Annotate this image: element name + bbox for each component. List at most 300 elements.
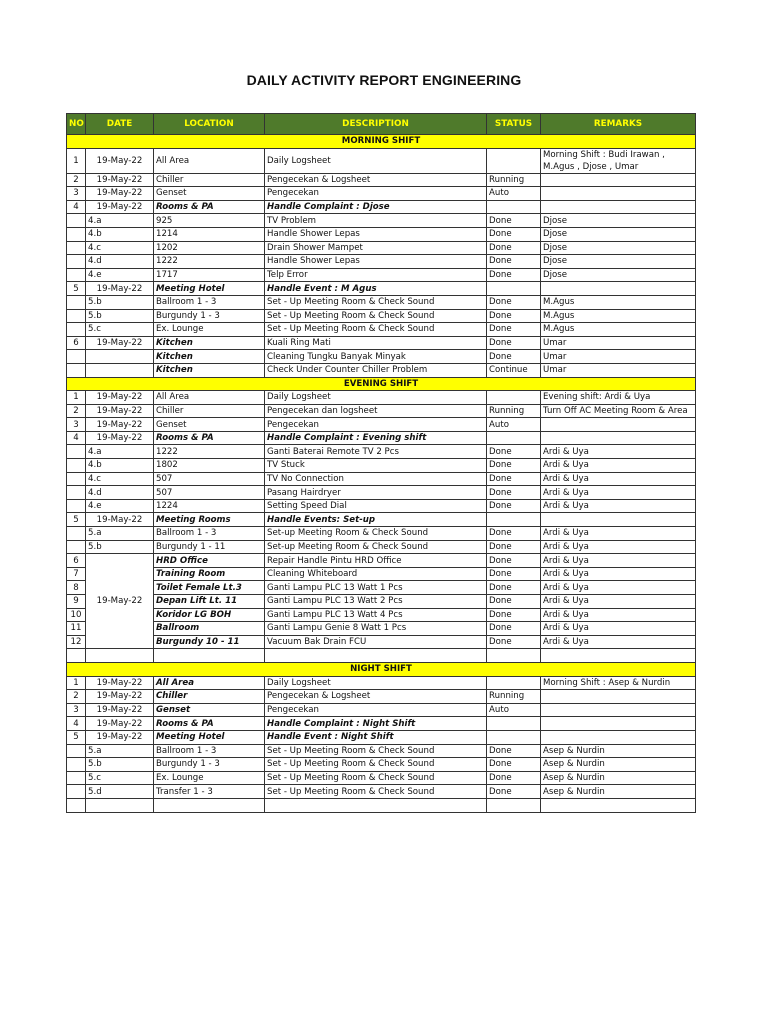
table-row xyxy=(67,540,696,554)
row-status: Done xyxy=(487,595,541,609)
row-description: Pengecekan xyxy=(265,418,487,432)
row-no: 2 xyxy=(67,173,86,187)
row-location: Kitchen xyxy=(154,336,265,350)
row-no: 4 xyxy=(67,717,86,731)
row-status: Done xyxy=(487,554,541,568)
row-remarks xyxy=(541,730,696,744)
row-status: Auto xyxy=(487,187,541,201)
row-description: Daily Logsheet xyxy=(265,148,487,173)
row-status: Done xyxy=(487,581,541,595)
row-date: 19-May-22 xyxy=(86,730,154,744)
row-date: 19-May-22 xyxy=(86,418,154,432)
row-status xyxy=(487,676,541,690)
row-remarks: Ardi & Uya xyxy=(541,472,696,486)
row-location: Ex. Lounge xyxy=(154,771,265,785)
row-location: Toilet Female Lt.3 xyxy=(154,581,265,595)
row-date: 4.b xyxy=(86,227,154,241)
header-no: NO xyxy=(67,114,86,135)
table-row xyxy=(67,227,696,241)
row-status: Done xyxy=(487,309,541,323)
row-date: 19-May-22 xyxy=(86,717,154,731)
row-description: Set - Up Meeting Room & Check Sound xyxy=(265,744,487,758)
empty-cell xyxy=(154,798,265,812)
spacer-row xyxy=(67,798,696,812)
table-row xyxy=(67,295,696,309)
row-no: 1 xyxy=(67,391,86,405)
row-status: Done xyxy=(487,486,541,500)
empty-cell xyxy=(86,798,154,812)
row-description: Set-up Meeting Room & Check Sound xyxy=(265,527,487,541)
table-row xyxy=(67,391,696,405)
row-description: Kuali Ring Mati xyxy=(265,336,487,350)
row-no: 4 xyxy=(67,200,86,214)
row-no: 1 xyxy=(67,148,86,173)
row-remarks xyxy=(541,703,696,717)
row-status: Done xyxy=(487,635,541,649)
empty-cell xyxy=(67,649,86,663)
table-row xyxy=(67,486,696,500)
table-row xyxy=(67,200,696,214)
row-remarks: Ardi & Uya xyxy=(541,486,696,500)
row-description: Handle Events: Set-up xyxy=(265,513,487,527)
row-date: 4.d xyxy=(86,255,154,269)
row-description: Handle Complaint : Djose xyxy=(265,200,487,214)
shift-title: MORNING SHIFT xyxy=(67,135,696,149)
row-description: Set - Up Meeting Room & Check Sound xyxy=(265,771,487,785)
row-description: Pengecekan xyxy=(265,703,487,717)
row-date: 19-May-22 xyxy=(86,200,154,214)
row-status: Done xyxy=(487,608,541,622)
row-remarks: Ardi & Uya xyxy=(541,608,696,622)
row-no xyxy=(67,350,86,364)
row-no: 4 xyxy=(67,431,86,445)
row-no xyxy=(67,241,86,255)
row-no: 3 xyxy=(67,187,86,201)
row-no xyxy=(67,295,86,309)
row-remarks: M.Agus xyxy=(541,309,696,323)
row-remarks xyxy=(541,187,696,201)
empty-cell xyxy=(541,798,696,812)
row-status xyxy=(487,282,541,296)
table-row xyxy=(67,499,696,513)
row-description: Daily Logsheet xyxy=(265,676,487,690)
row-date: 4.a xyxy=(86,445,154,459)
row-no: 12 xyxy=(67,635,86,649)
row-status: Done xyxy=(487,323,541,337)
row-status: Done xyxy=(487,540,541,554)
row-no: 5 xyxy=(67,513,86,527)
table-row xyxy=(67,527,696,541)
shift-title: EVENING SHIFT xyxy=(67,377,696,391)
row-remarks: Asep & Nurdin xyxy=(541,785,696,799)
row-status: Running xyxy=(487,173,541,187)
row-status: Done xyxy=(487,785,541,799)
table-body xyxy=(67,135,696,813)
row-remarks: Umar xyxy=(541,336,696,350)
row-remarks: Ardi & Uya xyxy=(541,554,696,568)
row-date: 5.a xyxy=(86,744,154,758)
row-date: 19-May-22 xyxy=(86,404,154,418)
row-status: Done xyxy=(487,758,541,772)
row-status xyxy=(487,200,541,214)
row-description: Set-up Meeting Room & Check Sound xyxy=(265,540,487,554)
row-no: 2 xyxy=(67,404,86,418)
row-location: Genset xyxy=(154,187,265,201)
empty-cell xyxy=(154,649,265,663)
row-description: Telp Error xyxy=(265,268,487,282)
row-location: Rooms & PA xyxy=(154,717,265,731)
row-description: Pasang Hairdryer xyxy=(265,486,487,500)
row-remarks: Ardi & Uya xyxy=(541,459,696,473)
table-row xyxy=(67,608,696,622)
header-remarks: REMARKS xyxy=(541,114,696,135)
row-status: Done xyxy=(487,622,541,636)
shift-header-night xyxy=(67,662,696,676)
row-date xyxy=(86,363,154,377)
row-remarks: M.Agus xyxy=(541,323,696,337)
row-description: Handle Event : Night Shift xyxy=(265,730,487,744)
row-date: 4.e xyxy=(86,499,154,513)
row-location: Training Room xyxy=(154,567,265,581)
row-no: 11 xyxy=(67,622,86,636)
row-description: Daily Logsheet xyxy=(265,391,487,405)
row-remarks: Asep & Nurdin xyxy=(541,758,696,772)
row-date: 5.c xyxy=(86,771,154,785)
row-location: All Area xyxy=(154,676,265,690)
table-row xyxy=(67,309,696,323)
row-location: 1224 xyxy=(154,499,265,513)
row-date: 4.d xyxy=(86,486,154,500)
row-description: Ganti Lampu Genie 8 Watt 1 Pcs xyxy=(265,622,487,636)
row-no: 5 xyxy=(67,730,86,744)
row-date: 19-May-22 xyxy=(86,173,154,187)
row-status: Done xyxy=(487,255,541,269)
row-location: Chiller xyxy=(154,404,265,418)
row-status: Done xyxy=(487,295,541,309)
table-row xyxy=(67,703,696,717)
table-row xyxy=(67,431,696,445)
row-description: Set - Up Meeting Room & Check Sound xyxy=(265,323,487,337)
header-description: DESCRIPTION xyxy=(265,114,487,135)
row-location: Burgundy 1 - 3 xyxy=(154,309,265,323)
row-description: Pengecekan dan logsheet xyxy=(265,404,487,418)
table-row xyxy=(67,350,696,364)
table-row xyxy=(67,255,696,269)
row-remarks: Turn Off AC Meeting Room & Area xyxy=(541,404,696,418)
row-status: Done xyxy=(487,567,541,581)
row-date: 19-May-22 xyxy=(86,703,154,717)
row-location: 1214 xyxy=(154,227,265,241)
row-no: 6 xyxy=(67,554,86,568)
row-no xyxy=(67,459,86,473)
row-location: Ex. Lounge xyxy=(154,323,265,337)
table-row xyxy=(67,404,696,418)
row-no: 8 xyxy=(67,581,86,595)
row-date: 4.c xyxy=(86,472,154,486)
row-remarks: Ardi & Uya xyxy=(541,635,696,649)
row-date: 5.d xyxy=(86,785,154,799)
table-row xyxy=(67,785,696,799)
row-no xyxy=(67,363,86,377)
row-location: Kitchen xyxy=(154,350,265,364)
row-location: Ballroom 1 - 3 xyxy=(154,527,265,541)
activity-table xyxy=(66,113,696,813)
row-description: Handle Event : M Agus xyxy=(265,282,487,296)
table-row xyxy=(67,418,696,432)
row-status: Done xyxy=(487,445,541,459)
row-status: Auto xyxy=(487,418,541,432)
row-location: 1802 xyxy=(154,459,265,473)
table-row xyxy=(67,771,696,785)
row-status: Done xyxy=(487,472,541,486)
row-date: 19-May-22 xyxy=(86,391,154,405)
row-status: Done xyxy=(487,336,541,350)
row-status xyxy=(487,431,541,445)
row-no: 3 xyxy=(67,703,86,717)
table-row xyxy=(67,717,696,731)
row-date: 4.e xyxy=(86,268,154,282)
table-row xyxy=(67,445,696,459)
row-location: Rooms & PA xyxy=(154,200,265,214)
row-date: 19-May-22 xyxy=(86,282,154,296)
row-date: 19-May-22 xyxy=(86,336,154,350)
row-date: 19-May-22 xyxy=(86,554,154,649)
row-no xyxy=(67,499,86,513)
row-location: Burgundy 1 - 11 xyxy=(154,540,265,554)
row-description: Repair Handle Pintu HRD Office xyxy=(265,554,487,568)
row-location: Ballroom 1 - 3 xyxy=(154,744,265,758)
table-row xyxy=(67,554,696,568)
table-row xyxy=(67,241,696,255)
row-description: TV Problem xyxy=(265,214,487,228)
row-no xyxy=(67,268,86,282)
row-no xyxy=(67,227,86,241)
row-location: Chiller xyxy=(154,173,265,187)
row-date: 5.b xyxy=(86,295,154,309)
table-row xyxy=(67,173,696,187)
row-date: 4.c xyxy=(86,241,154,255)
empty-cell xyxy=(541,649,696,663)
table-row xyxy=(67,214,696,228)
row-status: Done xyxy=(487,459,541,473)
table-row xyxy=(67,323,696,337)
row-date: 5.c xyxy=(86,323,154,337)
row-location: Meeting Hotel xyxy=(154,730,265,744)
row-location: 507 xyxy=(154,486,265,500)
row-date: 19-May-22 xyxy=(86,690,154,704)
row-remarks: Evening shift: Ardi & Uya xyxy=(541,391,696,405)
row-description: Ganti Lampu PLC 13 Watt 1 Pcs xyxy=(265,581,487,595)
row-status: Running xyxy=(487,690,541,704)
row-no: 10 xyxy=(67,608,86,622)
row-description: Cleaning Tungku Banyak Minyak xyxy=(265,350,487,364)
table-row xyxy=(67,635,696,649)
row-no xyxy=(67,540,86,554)
row-location: Koridor LG BOH xyxy=(154,608,265,622)
table-row xyxy=(67,567,696,581)
row-location: Genset xyxy=(154,418,265,432)
table-row xyxy=(67,690,696,704)
row-date: 4.b xyxy=(86,459,154,473)
row-no xyxy=(67,785,86,799)
row-location: Meeting Rooms xyxy=(154,513,265,527)
row-date: 5.a xyxy=(86,527,154,541)
row-status: Done xyxy=(487,527,541,541)
row-status: Continue xyxy=(487,363,541,377)
row-remarks: Ardi & Uya xyxy=(541,527,696,541)
row-status: Done xyxy=(487,268,541,282)
row-location: All Area xyxy=(154,391,265,405)
row-remarks: Djose xyxy=(541,255,696,269)
row-remarks: Morning Shift : Budi Irawan , M.Agus , Djose , Umar xyxy=(541,148,696,173)
row-description: TV No Connection xyxy=(265,472,487,486)
row-description: Pengecekan & Logsheet xyxy=(265,690,487,704)
row-location: 1222 xyxy=(154,255,265,269)
row-location: HRD Office xyxy=(154,554,265,568)
row-description: Setting Speed Dial xyxy=(265,499,487,513)
row-location: Ballroom xyxy=(154,622,265,636)
row-no: 9 xyxy=(67,595,86,609)
row-description: Pengecekan xyxy=(265,187,487,201)
row-no xyxy=(67,323,86,337)
row-description: Check Under Counter Chiller Problem xyxy=(265,363,487,377)
row-description: TV Stuck xyxy=(265,459,487,473)
row-date: 5.b xyxy=(86,540,154,554)
row-remarks xyxy=(541,513,696,527)
row-description: Handle Complaint : Night Shift xyxy=(265,717,487,731)
row-remarks: Umar xyxy=(541,350,696,364)
row-date: 19-May-22 xyxy=(86,431,154,445)
row-location: 925 xyxy=(154,214,265,228)
empty-cell xyxy=(67,798,86,812)
row-remarks xyxy=(541,200,696,214)
table-row xyxy=(67,282,696,296)
row-remarks: Asep & Nurdin xyxy=(541,744,696,758)
row-status: Done xyxy=(487,744,541,758)
row-status xyxy=(487,148,541,173)
row-location: 1202 xyxy=(154,241,265,255)
row-description: Drain Shower Mampet xyxy=(265,241,487,255)
row-description: Handle Complaint : Evening shift xyxy=(265,431,487,445)
row-date: 19-May-22 xyxy=(86,676,154,690)
row-description: Ganti Lampu PLC 13 Watt 4 Pcs xyxy=(265,608,487,622)
report-title: DAILY ACTIVITY REPORT ENGINEERING xyxy=(246,72,522,88)
row-remarks: Umar xyxy=(541,363,696,377)
row-no xyxy=(67,771,86,785)
row-no: 3 xyxy=(67,418,86,432)
row-location: Ballroom 1 - 3 xyxy=(154,295,265,309)
table-row xyxy=(67,459,696,473)
row-remarks xyxy=(541,717,696,731)
row-no xyxy=(67,255,86,269)
row-date: 4.a xyxy=(86,214,154,228)
row-status: Done xyxy=(487,350,541,364)
table-row xyxy=(67,676,696,690)
shift-header-evening xyxy=(67,377,696,391)
row-remarks: Morning Shift : Asep & Nurdin xyxy=(541,676,696,690)
empty-cell xyxy=(265,798,487,812)
row-no xyxy=(67,486,86,500)
row-no xyxy=(67,309,86,323)
row-status: Auto xyxy=(487,703,541,717)
row-description: Set - Up Meeting Room & Check Sound xyxy=(265,785,487,799)
row-no: 2 xyxy=(67,690,86,704)
row-location: Transfer 1 - 3 xyxy=(154,785,265,799)
row-date: 5.b xyxy=(86,309,154,323)
shift-title: NIGHT SHIFT xyxy=(67,662,696,676)
row-location: 507 xyxy=(154,472,265,486)
row-status: Done xyxy=(487,771,541,785)
row-remarks xyxy=(541,173,696,187)
table-row xyxy=(67,472,696,486)
row-remarks: Ardi & Uya xyxy=(541,499,696,513)
row-no xyxy=(67,445,86,459)
row-no: 1 xyxy=(67,676,86,690)
row-date: 19-May-22 xyxy=(86,187,154,201)
row-status: Done xyxy=(487,241,541,255)
row-description: Vacuum Bak Drain FCU xyxy=(265,635,487,649)
row-description: Pengecekan & Logsheet xyxy=(265,173,487,187)
table-row xyxy=(67,187,696,201)
table-row xyxy=(67,148,696,173)
row-status xyxy=(487,730,541,744)
empty-cell xyxy=(265,649,487,663)
row-remarks: Ardi & Uya xyxy=(541,581,696,595)
table-row xyxy=(67,513,696,527)
row-location: Burgundy 10 - 11 xyxy=(154,635,265,649)
row-description: Set - Up Meeting Room & Check Sound xyxy=(265,758,487,772)
row-remarks xyxy=(541,418,696,432)
table-row xyxy=(67,595,696,609)
row-description: Ganti Baterai Remote TV 2 Pcs xyxy=(265,445,487,459)
row-no: 6 xyxy=(67,336,86,350)
row-description: Ganti Lampu PLC 13 Watt 2 Pcs xyxy=(265,595,487,609)
row-description: Handle Shower Lepas xyxy=(265,227,487,241)
table-row xyxy=(67,622,696,636)
row-remarks: M.Agus xyxy=(541,295,696,309)
row-remarks: Djose xyxy=(541,227,696,241)
header-date: DATE xyxy=(86,114,154,135)
row-location: Genset xyxy=(154,703,265,717)
empty-cell xyxy=(86,649,154,663)
table-row xyxy=(67,730,696,744)
empty-cell xyxy=(487,798,541,812)
row-description: Set - Up Meeting Room & Check Sound xyxy=(265,295,487,309)
row-date xyxy=(86,350,154,364)
table-row xyxy=(67,744,696,758)
row-remarks: Ardi & Uya xyxy=(541,445,696,459)
row-remarks: Djose xyxy=(541,268,696,282)
row-status: Done xyxy=(487,214,541,228)
row-location: 1222 xyxy=(154,445,265,459)
row-remarks: Djose xyxy=(541,214,696,228)
row-no xyxy=(67,758,86,772)
row-remarks: Asep & Nurdin xyxy=(541,771,696,785)
row-description: Set - Up Meeting Room & Check Sound xyxy=(265,309,487,323)
table-row xyxy=(67,268,696,282)
row-no xyxy=(67,527,86,541)
row-remarks: Djose xyxy=(541,241,696,255)
shift-header-morning xyxy=(67,135,696,149)
row-no xyxy=(67,744,86,758)
row-location: Meeting Hotel xyxy=(154,282,265,296)
row-location: 1717 xyxy=(154,268,265,282)
row-remarks xyxy=(541,282,696,296)
table-header-row xyxy=(67,114,696,135)
row-no: 7 xyxy=(67,567,86,581)
row-date: 5.b xyxy=(86,758,154,772)
row-remarks: Ardi & Uya xyxy=(541,540,696,554)
